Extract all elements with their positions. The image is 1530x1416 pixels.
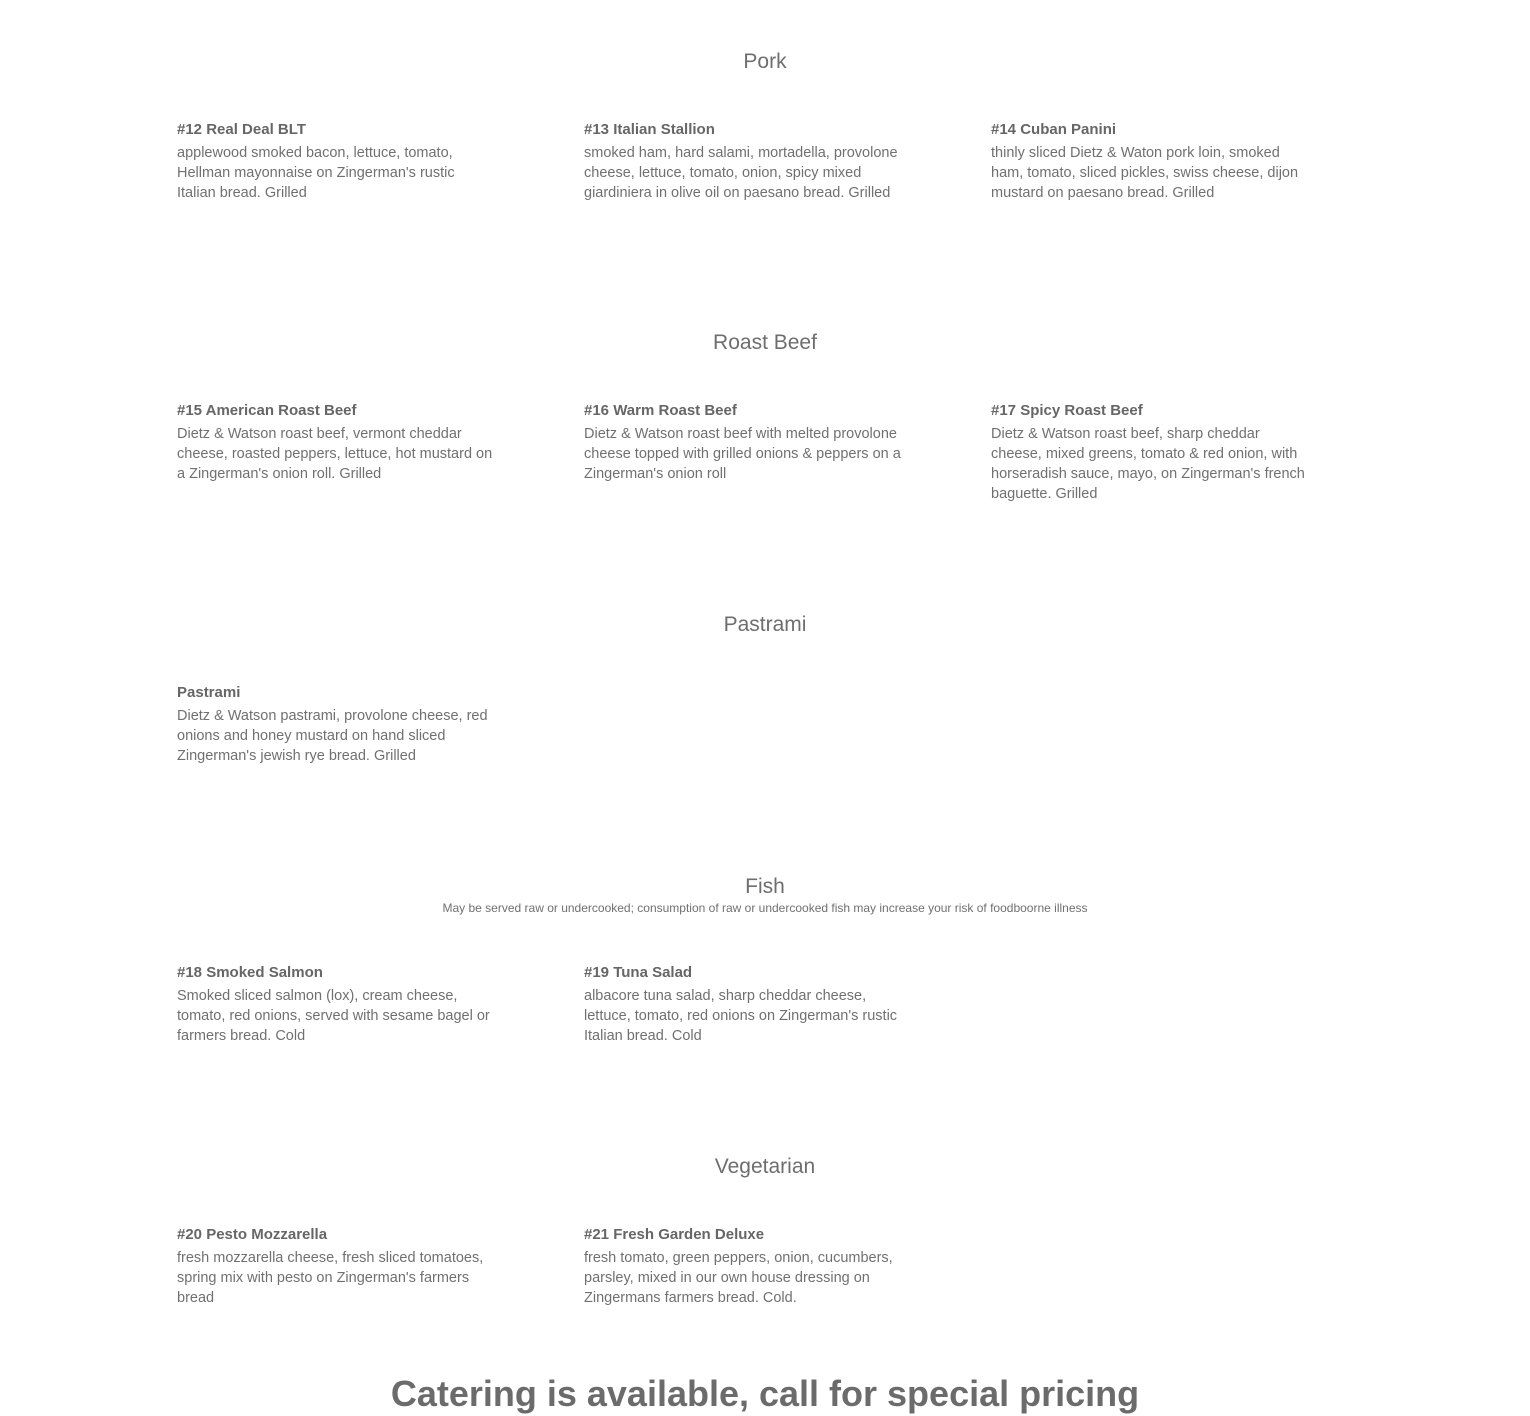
menu-item-name: Pastrami	[177, 684, 241, 701]
section-title-fish: Fish	[745, 875, 785, 898]
menu-item	[584, 120, 904, 203]
menu-item-description: Smoked sliced salmon (lox), cream cheese, tomato, red onions, served with sesame bagel or farmers bread. Cold	[177, 988, 490, 1044]
menu-item-name: #18 Smoked Salmon	[177, 964, 323, 981]
menu-item-name: #14 Cuban Panini	[991, 121, 1117, 138]
menu-item-description: fresh tomato, green peppers, onion, cucumbers, parsley, mixed in our own house dressing on Zingermans farmers bread. Cold.	[584, 1250, 893, 1306]
menu-item-description: fresh mozzarella cheese, fresh sliced tomatoes, spring mix with pesto on Zingerman's farmers bread	[177, 1250, 484, 1306]
menu-item-name: #21 Fresh Garden Deluxe	[584, 1226, 765, 1243]
section-title-vegetarian: Vegetarian	[714, 1155, 816, 1178]
section-title-roast-beef: Roast Beef	[713, 331, 817, 354]
menu-item	[584, 963, 904, 1046]
menu-item	[177, 120, 497, 203]
menu-item-description: Dietz & Watson pastrami, provolone cheese, red onions and honey mustard on hand sliced Zingerman's jewish rye bread. Grilled	[177, 708, 488, 764]
menu-item-description: smoked ham, hard salami, mortadella, provolone cheese, lettuce, tomato, onion, spicy mixed giardiniera in olive oil on paesano bread. Grilled	[584, 145, 898, 201]
menu-item-description: thinly sliced Dietz & Waton pork loin, smoked ham, tomato, sliced pickles, swiss cheese, dijon mustard on paesano bread. Grilled	[991, 145, 1299, 201]
menu-item	[584, 401, 904, 484]
catering-banner: Catering is available, call for special pricing	[390, 1373, 1140, 1414]
section-title-pastrami: Pastrami	[723, 613, 807, 636]
menu-item-name: #17 Spicy Roast Beef	[991, 402, 1143, 419]
menu-item-description: applewood smoked bacon, lettuce, tomato, Hellman mayonnaise on Zingerman's rustic Italian bread. Grilled	[177, 145, 455, 201]
fish-advisory-note: May be served raw or undercooked; consumption of raw or undercooked fish may increase your risk of foodboorne illness	[442, 901, 1088, 915]
menu-item-name: #19 Tuna Salad	[584, 964, 693, 981]
menu-item	[584, 1225, 904, 1308]
menu-item	[177, 963, 497, 1046]
menu-item	[177, 683, 497, 766]
menu-item-description: Dietz & Watson roast beef with melted provolone cheese topped with grilled onions & peppers on a Zingerman's onion roll	[584, 426, 901, 482]
menu-item-description: Dietz & Watson roast beef, sharp cheddar cheese, mixed greens, tomato & red onion, with horseradish sauce, mayo, on Zingerman's french baguette. Grilled	[991, 426, 1305, 502]
menu-item	[177, 1225, 497, 1308]
menu-item-name: #13 Italian Stallion	[584, 121, 715, 138]
menu-item-name: #15 American Roast Beef	[177, 402, 357, 419]
menu-item	[991, 120, 1311, 203]
menu-item-description: albacore tuna salad, sharp cheddar cheese, lettuce, tomato, red onions on Zingerman's rustic Italian bread. Cold	[584, 988, 898, 1044]
menu-item-description: Dietz & Watson roast beef, vermont cheddar cheese, roasted peppers, lettuce, hot mustard on a Zingerman's onion roll. Grilled	[177, 426, 493, 482]
menu-item	[177, 401, 497, 484]
menu-item-name: #20 Pesto Mozzarella	[177, 1226, 328, 1243]
section-title-pork: Pork	[743, 50, 787, 73]
menu-item-name: #16 Warm Roast Beef	[584, 402, 737, 419]
menu-item	[991, 401, 1311, 504]
menu-item-name: #12 Real Deal BLT	[177, 121, 306, 138]
